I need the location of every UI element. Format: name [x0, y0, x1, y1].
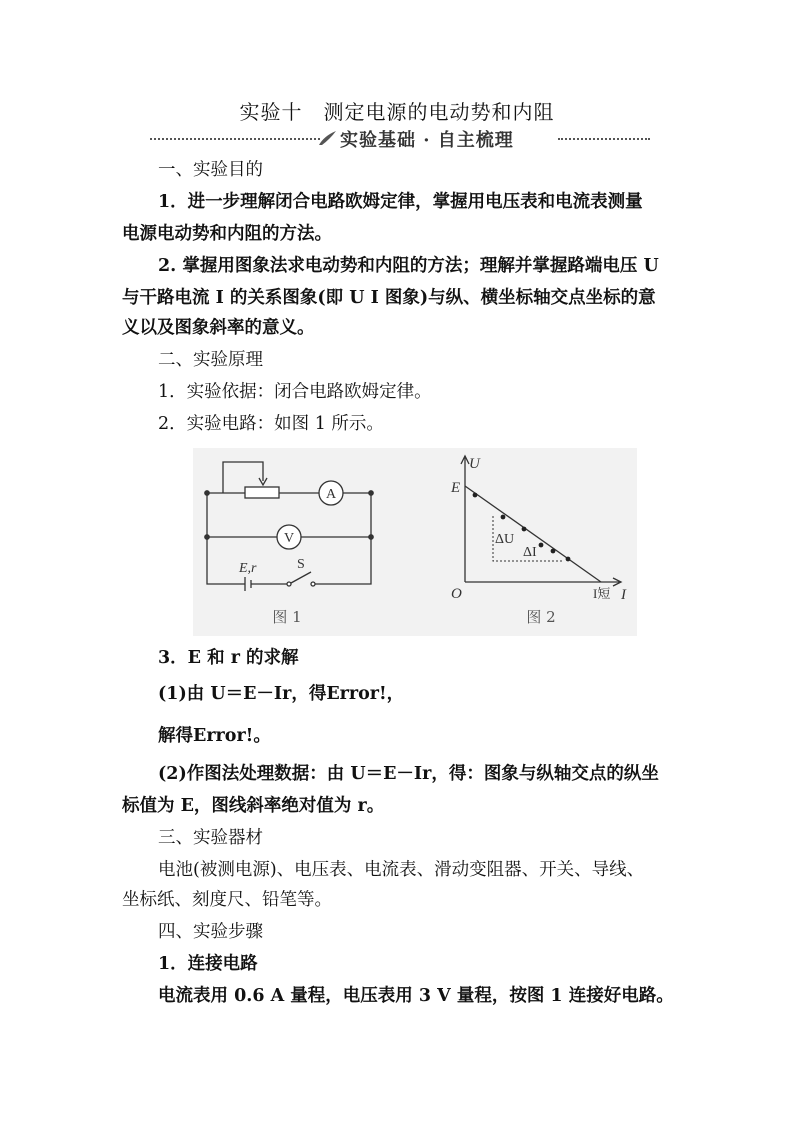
banner-divider-right: [558, 138, 650, 140]
brush-icon: [318, 130, 338, 146]
ammeter-label: A: [325, 487, 337, 502]
wire-left: [207, 493, 235, 584]
switch-pivot: [287, 582, 291, 586]
data-point: [522, 527, 527, 532]
delta-i-label: ΔI: [523, 545, 537, 560]
origin-label: O: [451, 586, 462, 602]
junction-dot: [205, 491, 209, 495]
solve-step-1: (1)由 U＝E－Ir，得Error!，: [158, 684, 405, 704]
section-banner: [150, 126, 650, 150]
objective-2-line3: 义以及图象斜率的意义。: [122, 318, 315, 338]
figure-1-caption: 图 1: [272, 608, 302, 626]
i-short-label: I短: [593, 586, 611, 601]
objective-2-line2: 与干路电流 I 的关系图象(即 U I 图象)与纵、横坐标轴交点坐标的意: [122, 288, 656, 308]
heading-principle: 二、实验原理: [158, 350, 263, 370]
principle-basis: 1．实验依据：闭合电路欧姆定律。: [158, 382, 432, 402]
junction-dot: [369, 491, 373, 495]
equipment-line2: 坐标纸、刻度尺、铅笔等。: [122, 890, 332, 910]
data-point: [539, 543, 544, 548]
heading-procedure: 四、实验步骤: [158, 922, 263, 942]
data-point: [473, 493, 478, 498]
junction-dot: [205, 535, 209, 539]
data-point: [501, 515, 506, 520]
switch-label: S: [297, 557, 305, 572]
battery-label: E,r: [239, 561, 257, 576]
graph-method-line2: 标值为 E，图线斜率绝对值为 r。: [122, 796, 385, 816]
delta-u-label: ΔU: [495, 532, 515, 547]
switch-lever: [291, 572, 311, 583]
graph-method-line1: (2)作图法处理数据：由 U＝E－Ir，得：图象与纵轴交点的纵坐: [158, 764, 659, 784]
procedure-step-1: 1．连接电路: [158, 954, 258, 974]
circuit-diagram: [205, 462, 373, 591]
solve-result: 解得Error!。: [158, 726, 271, 746]
rheostat-body: [245, 487, 279, 498]
solve-heading: 3．E 和 r 的求解: [158, 648, 299, 668]
objective-2-line1: 2. 掌握用图象法求电动势和内阻的方法；理解并掌握路端电压 U: [158, 256, 659, 276]
heading-equipment: 三、实验器材: [158, 828, 263, 848]
switch-contact: [311, 582, 315, 586]
banner-text: 实验基础 · 自主梳理: [340, 130, 514, 151]
voltmeter-label: V: [283, 531, 295, 546]
page-title: 实验十 测定电源的电动势和内阻: [239, 100, 555, 124]
equipment-line1: 电池(被测电源)、电压表、电流表、滑动变阻器、开关、导线、: [158, 860, 645, 880]
ui-graph: [461, 456, 621, 586]
data-point: [566, 557, 571, 562]
data-points: [473, 493, 571, 562]
heading-objective: 一、实验目的: [158, 160, 263, 180]
figure-panel: [193, 448, 637, 636]
banner-divider-left: [150, 138, 320, 140]
procedure-step-1-text: 电流表用 0.6 A 量程，电压表用 3 V 量程，按图 1 连接好电路。: [158, 986, 674, 1006]
junction-dot: [369, 535, 373, 539]
battery-symbol: [245, 577, 251, 591]
y-axis-label: U: [469, 456, 480, 472]
figure-2-caption: 图 2: [526, 608, 556, 626]
objective-1-line2: 电源电动势和内阻的方法。: [122, 224, 332, 244]
wire-right: [315, 493, 371, 584]
fit-line: [465, 486, 601, 582]
principle-circuit: 2．实验电路：如图 1 所示。: [158, 414, 384, 434]
e-intercept-label: E: [451, 480, 461, 496]
objective-1-line1: 1．进一步理解闭合电路欧姆定律，掌握用电压表和电流表测量: [158, 192, 643, 212]
data-point: [551, 549, 556, 554]
x-axis-label: I: [621, 587, 626, 603]
